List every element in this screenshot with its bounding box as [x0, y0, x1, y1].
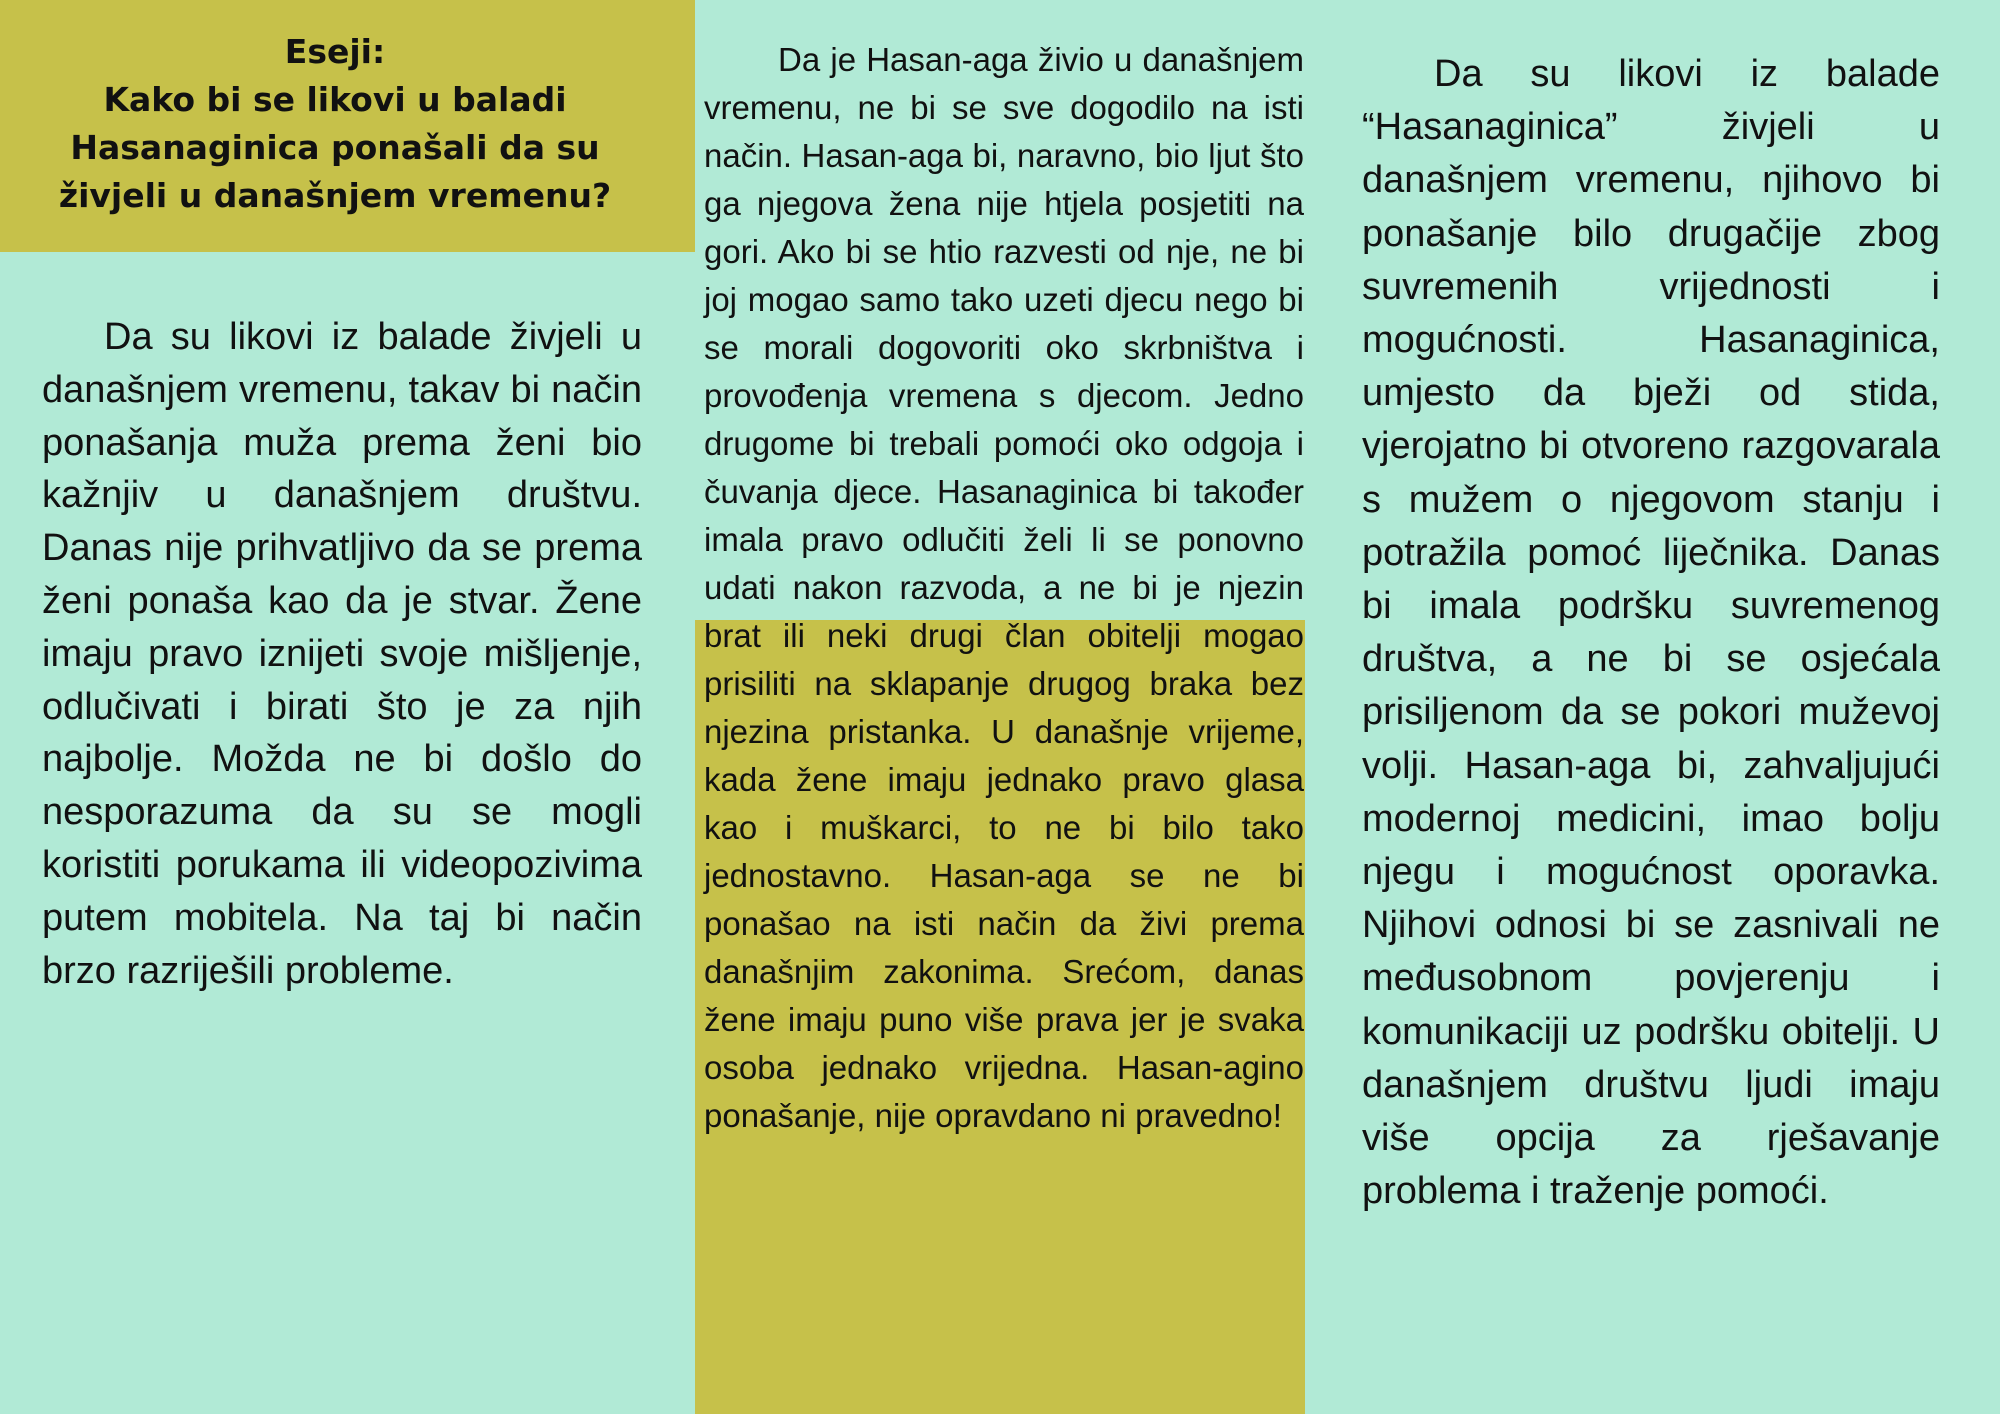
- essay-middle: Da je Hasan-aga živio u današnjem vremenu, ne bi se sve dogodilo na isti način. Hasan-aga bi, naravno, bio ljut što ga njegova žena nije htjela posjetiti na gori. Ako bi se htio razvesti od nje, ne bi joj mogao samo tako uzeti djecu nego bi se morali dogovoriti oko skrbništva i provođenja vremena s djecom. Jedno drugome bi trebali pomoći oko odgoja i čuvanja djece. Hasanaginica bi također imala pravo odlučiti želi li se ponovno udati nakon razvoda, a ne bi je njezin brat ili neki drugi član obitelji mogao prisiliti na sklapanje drugog braka bez njezina pristanka. U današnje vrijeme, kada žene imaju jednako pravo glasa kao i muškarci, to ne bi bilo tako jednostavno. Hasan-aga se ne bi ponašao na isti način da živi prema današnjim zakonima. Srećom, danas žene imaju puno više prava jer je svaka osoba jednako vrijedna. Hasan-agino ponašanje, nije opravdano ni pravedno!: [704, 41, 1304, 1134]
- title-line-4: živjeli u današnjem vremenu?: [58, 176, 612, 215]
- essay-right: Da su likovi iz balade “Hasanaginica” živjeli u današnjem vremenu, njihovo bi ponašanje bilo drugačije zbog suvremenih vrijednosti i mogućnosti. Hasanaginica, umjesto da bježi od stida, vjerojatno bi otvoreno razgovarala s mužem o njegovom stanju i potražila pomoć liječnika. Danas bi imala podršku suvremenog društva, a ne bi se osjećala prisiljenom da se pokori muževoj volji. Hasan-aga bi, zahvaljujući modernoj medicini, imao bolju njegu i mogućnost oporavka. Njihovi odnosi bi se zasnivali ne međusobnom povjerenju i komunikaciji uz podršku obitelji. U današnjem društvu ljudi imaju više opcija za rješavanje problema i traženje pomoći.: [1362, 53, 1940, 1213]
- title-line-2: Kako bi se likovi u baladi: [103, 80, 567, 119]
- page-title: [0, 28, 670, 220]
- essay-left: Da su likovi iz balade živjeli u današnjem vremenu, takav bi način ponašanja muža prema ženi bio kažnjiv u današnjem društvu. Danas nije prihvatljivo da se prema ženi ponaša kao da je stvar. Žene imaju pravo iznijeti svoje mišljenje, odlučivati i birati što je za njih najbolje. Možda ne bi došlo do nesporazuma da su se mogli koristiti porukama ili videopozivima putem mobitela. Na taj bi način brzo razriješili probleme.: [42, 316, 642, 992]
- title-line-3: Hasanaginica ponašali da su: [70, 128, 600, 167]
- title-line-1: Eseji:: [284, 32, 386, 71]
